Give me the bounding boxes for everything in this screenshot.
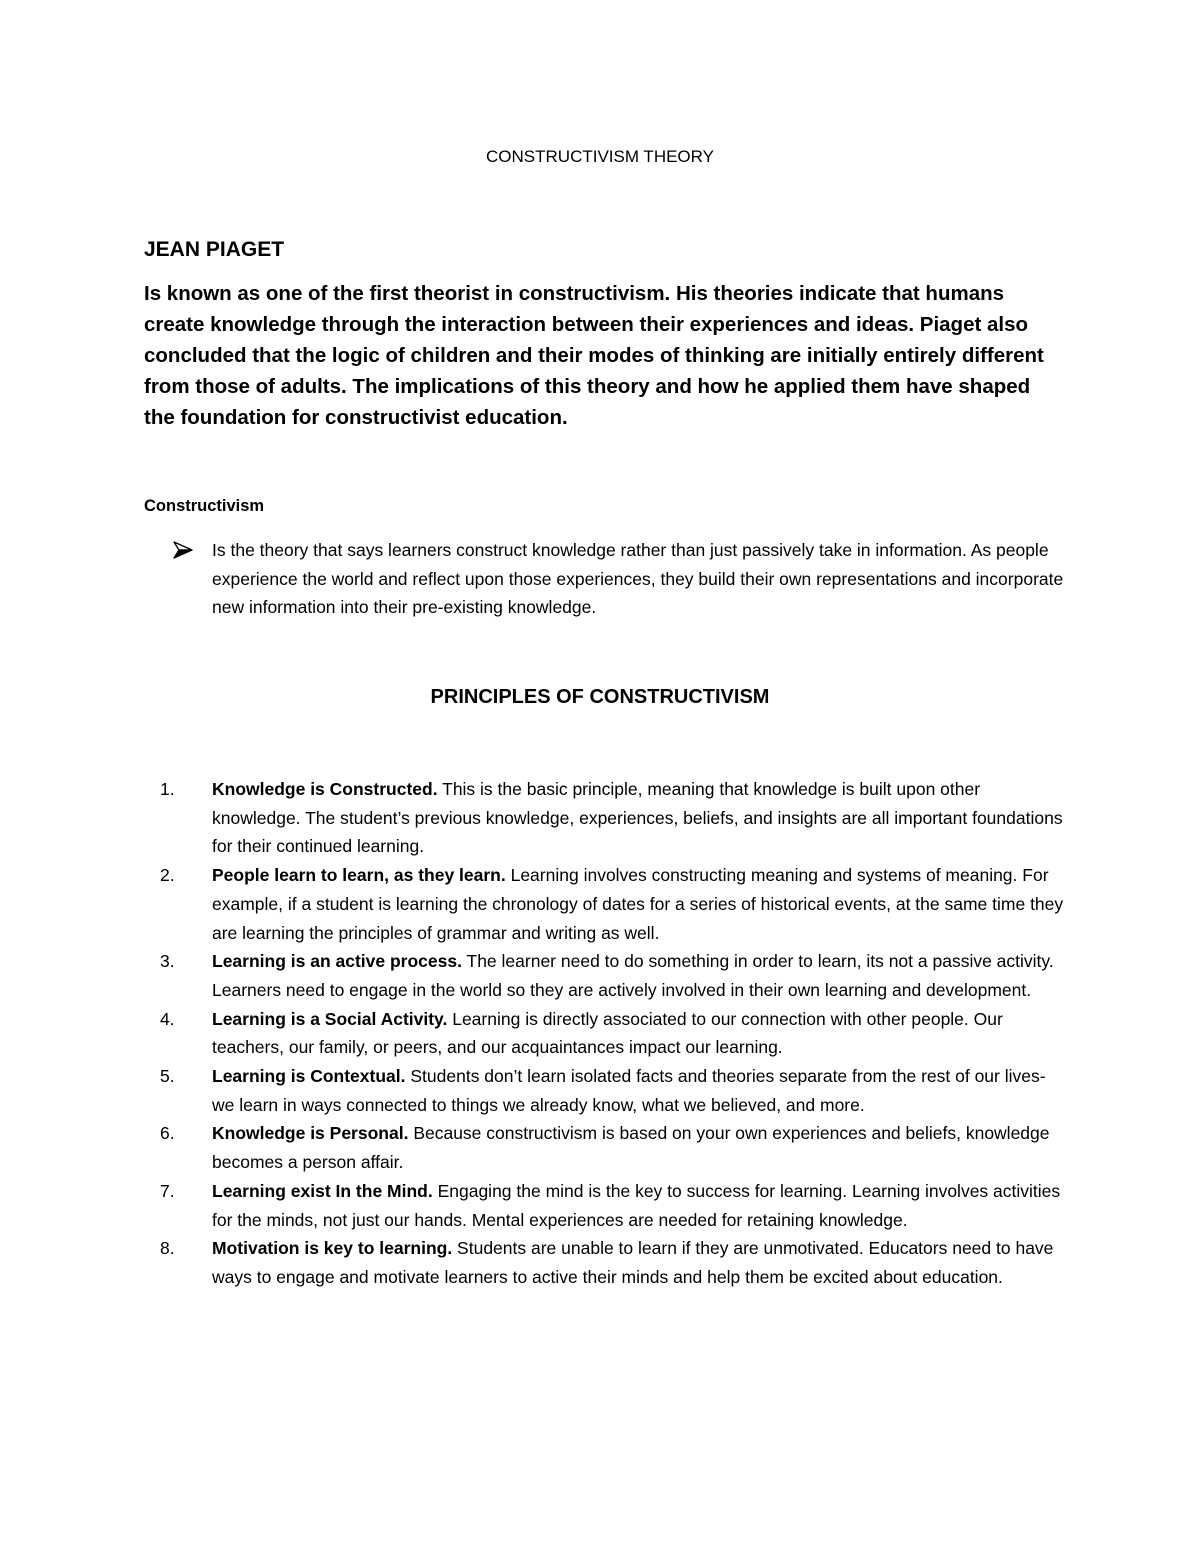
principle-text: The learner need to do something in order to learn, its not a passive activity. Learners need to engage in the world so they are actively involved in their own learning and development.	[212, 951, 1054, 1000]
principle-title: Knowledge is Constructed.	[212, 779, 438, 799]
principle-title: People learn to learn, as they learn.	[212, 865, 506, 886]
principle-text: Learning is directly associated to our connection with other people. Our teachers, our family, or peers, and our acquaintances impact our learning.	[212, 1008, 1003, 1058]
principle-text: Students are unable to learn if they are unmotivated. Educators need to have ways to engage and motivate learners to active their minds and help them be excited about education.	[212, 1238, 1054, 1287]
principle-item	[160, 861, 1070, 947]
definition-bullet	[172, 536, 1072, 622]
principle-number: 4.	[160, 1008, 175, 1029]
principle-title: Learning is Contextual.	[212, 1066, 406, 1087]
principle-title: Knowledge is Personal.	[212, 1123, 409, 1144]
principle-number: 5.	[160, 1066, 175, 1087]
author-heading: JEAN PIAGET	[144, 238, 285, 261]
principle-number: 1.	[160, 779, 175, 799]
principle-item	[160, 1005, 1070, 1062]
principle-text: Engaging the mind is the key to success for learning. Learning involves activities for the minds, not just our hands. Mental experiences are needed for retaining knowledge.	[212, 1180, 1061, 1230]
principles-heading: PRINCIPLES OF CONSTRUCTIVISM	[430, 686, 770, 708]
definition-text: Is the theory that says learners construct knowledge rather than just passively take in information. As people experience the world and reflect upon those experiences, they build their own representations and incorporate new information into their pre-existing knowledge.	[212, 540, 1064, 618]
principle-text: This is the basic principle, meaning that knowledge is built upon other knowledge. The student’s previous knowledge, experiences, beliefs, and insights are all important foundations for their continued learning.	[212, 779, 1063, 857]
section-heading-constructivism: Constructivism	[144, 497, 265, 515]
arrowhead-bullet-icon	[172, 541, 194, 559]
principle-item	[160, 775, 1070, 861]
principle-item	[160, 1062, 1070, 1119]
principle-title: Learning is a Social Activity.	[212, 1008, 448, 1029]
principle-number: 2.	[160, 865, 175, 886]
principles-list	[160, 775, 1070, 1292]
principle-text: Because constructivism is based on your own experiences and beliefs, knowledge becomes a person affair.	[212, 1123, 1050, 1173]
principle-title: Learning exist In the Mind.	[212, 1180, 433, 1201]
intro-paragraph: Is known as one of the first theorist in constructivism. His theories indicate that humans create knowledge through the interaction between their experiences and ideas. Piaget also concluded that the logic of children and their modes of thinking are initially entirely different from those of adults. The implications of this theory and how he applied them have shaped the foundation for constructivist education.	[144, 282, 1044, 429]
principle-item	[160, 1119, 1070, 1176]
principle-item	[160, 1177, 1070, 1234]
principle-title: Motivation is key to learning.	[212, 1238, 453, 1259]
principle-number: 6.	[160, 1123, 175, 1144]
principle-item	[160, 1234, 1070, 1291]
document-title: CONSTRUCTIVISM THEORY	[486, 147, 714, 166]
principle-number: 7.	[160, 1180, 175, 1201]
principle-number: 8.	[160, 1238, 175, 1259]
principle-number: 3.	[160, 951, 175, 972]
principle-text: Learning involves constructing meaning and systems of meaning. For example, if a student is learning the chronology of dates for a series of historical events, at the same time they are learning the principles of grammar and writing as well.	[212, 865, 1064, 943]
principle-title: Learning is an active process.	[212, 951, 462, 972]
principle-item	[160, 947, 1070, 1004]
principle-text: Students don’t learn isolated facts and theories separate from the rest of our lives- we learn in ways connected to things we already know, what we believed, and more.	[212, 1066, 1046, 1115]
